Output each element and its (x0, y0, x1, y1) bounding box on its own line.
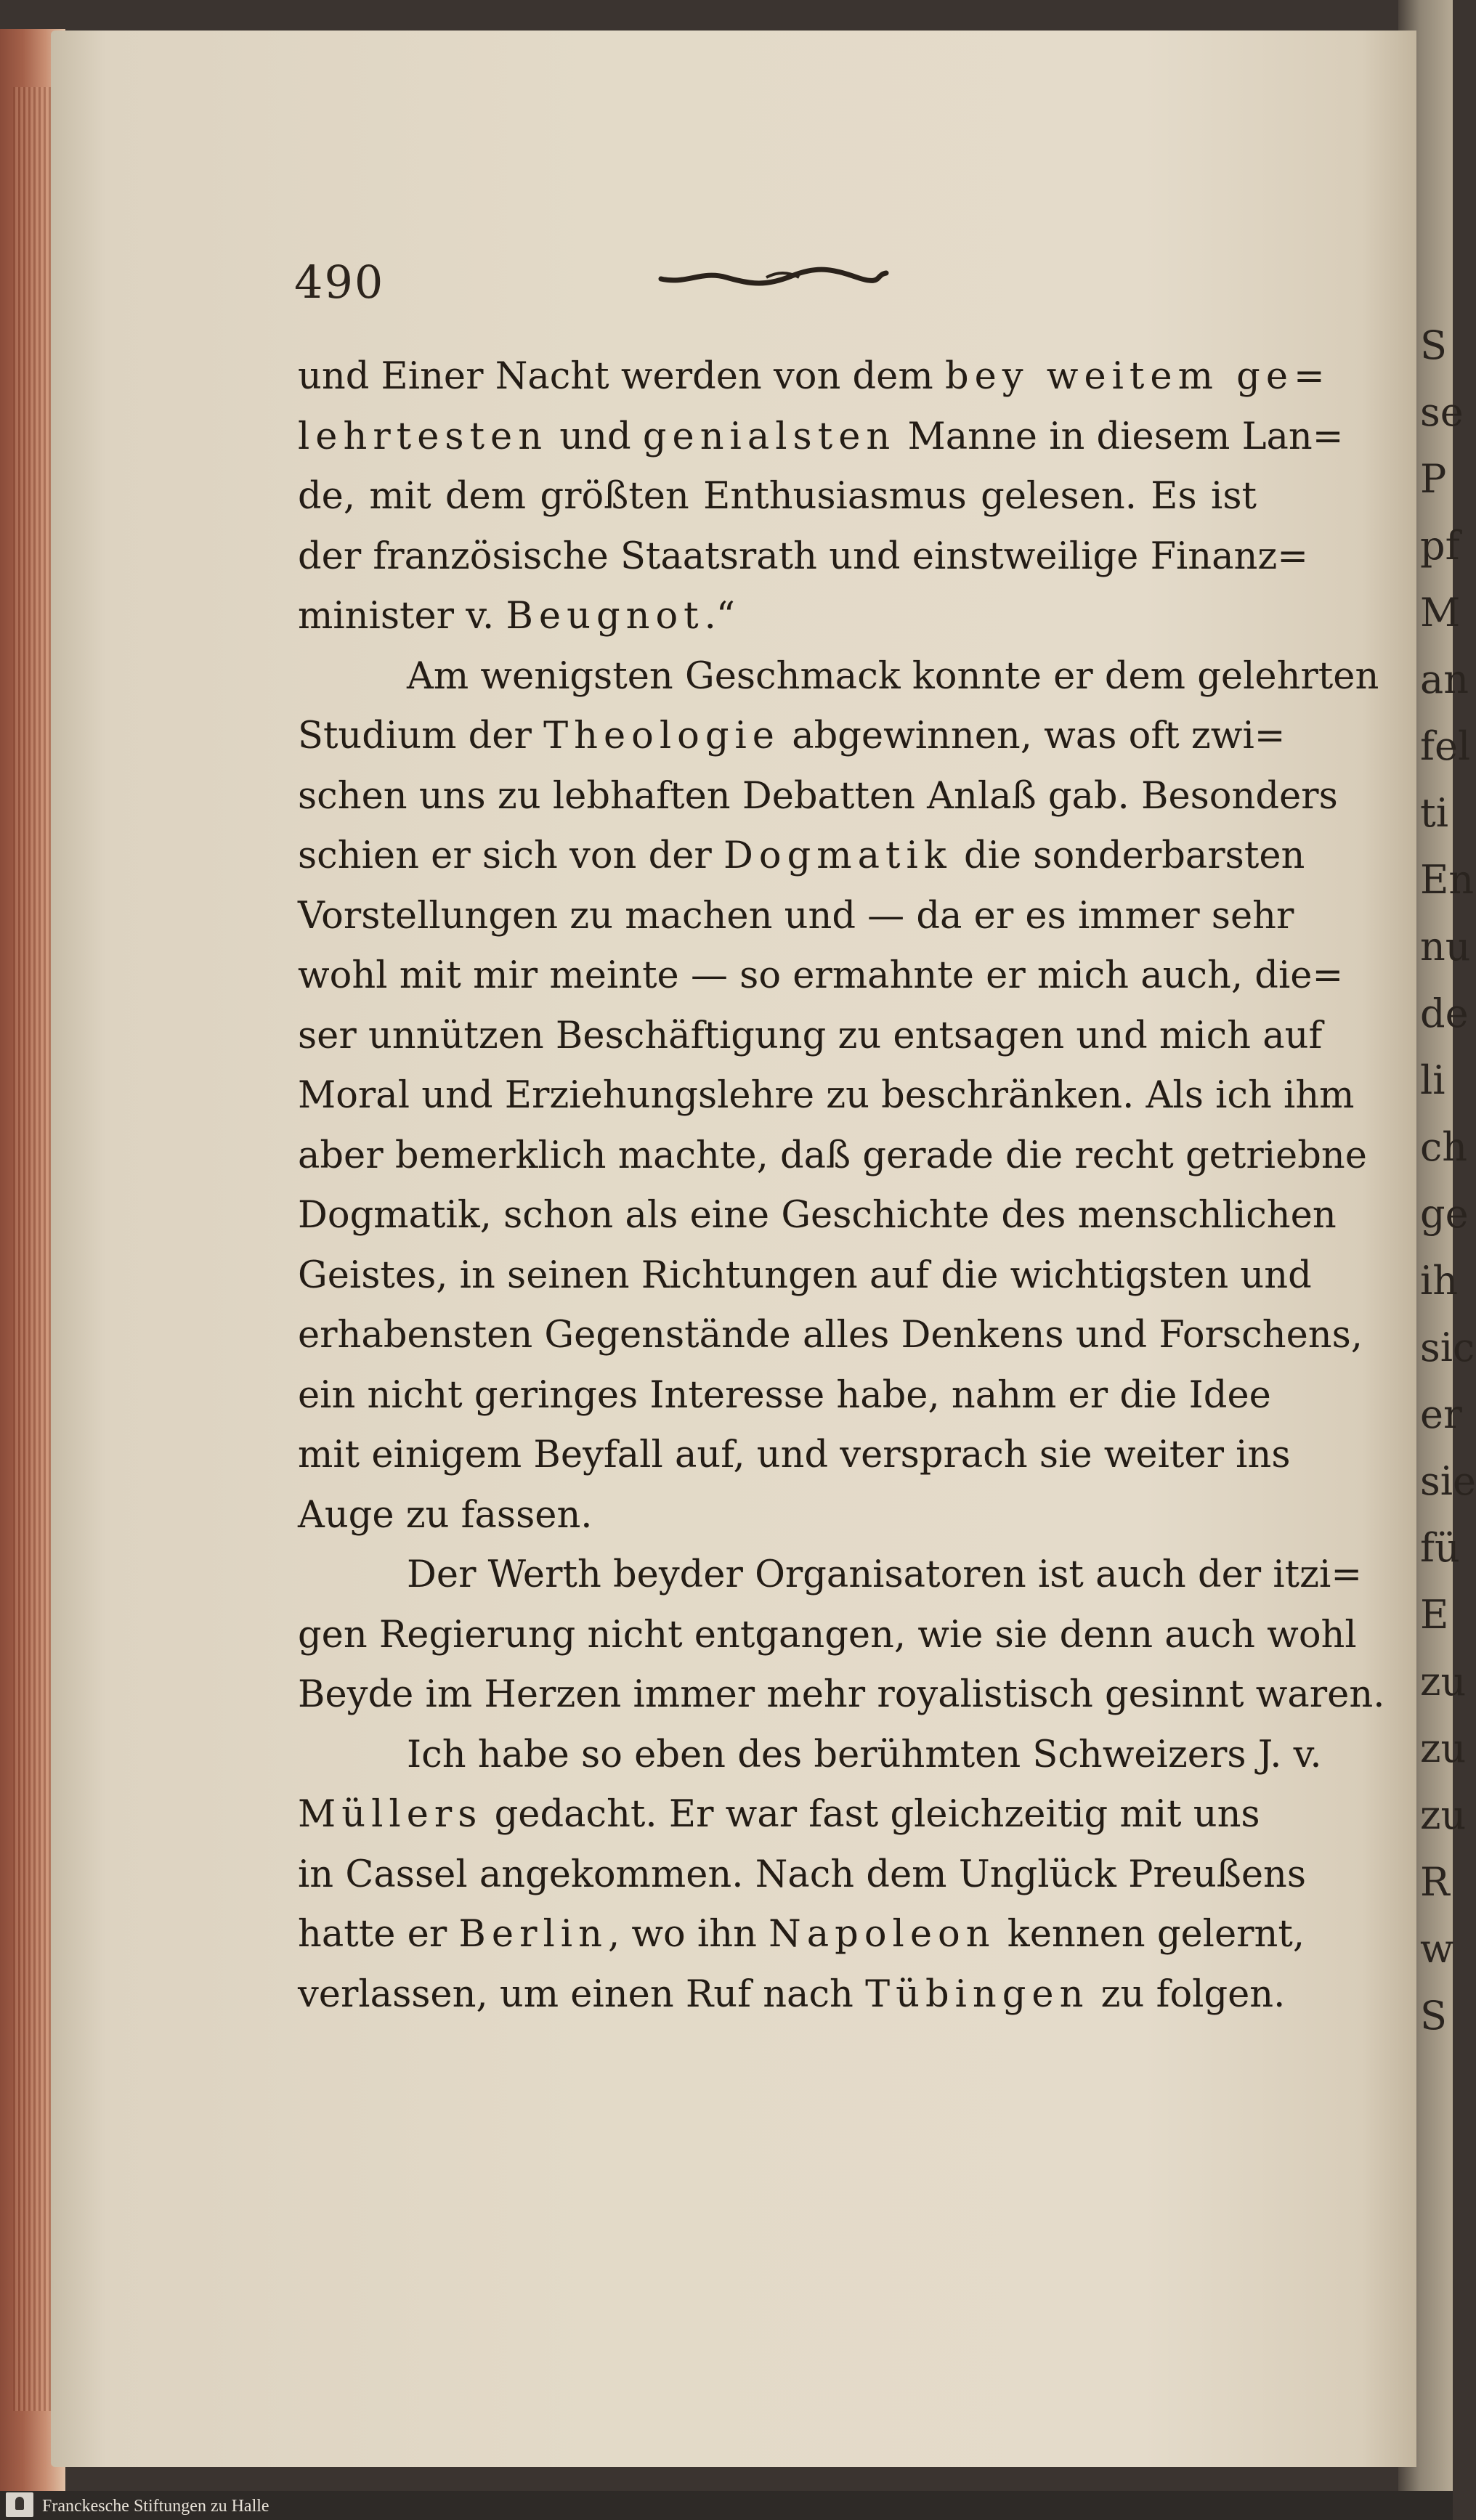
text-run: , wo ihn (607, 1913, 769, 1956)
adjacent-fragment: En (1420, 857, 1475, 903)
text-line (298, 527, 1308, 588)
text-run: Manne in diesem Lan= (896, 415, 1344, 458)
text-line (298, 1785, 1260, 1845)
text-run: ser unnützen Beschäftigung zu entsagen und mich auf (298, 1014, 1323, 1057)
adjacent-fragment: fü (1420, 1525, 1460, 1571)
adjacent-fragment: zu (1420, 1659, 1467, 1704)
text-run: und (548, 415, 643, 458)
adjacent-fragment: pf (1420, 523, 1460, 569)
adjacent-fragment: de (1420, 991, 1469, 1036)
body-text (298, 347, 1385, 2025)
adjacent-fragment: nu (1420, 924, 1471, 970)
text-run: Ich habe so eben des berühmten Schweizers J. v. (407, 1733, 1322, 1776)
adjacent-fragment: an (1420, 657, 1469, 702)
text-run: schien er sich von der (298, 834, 724, 877)
adjacent-fragment: li (1420, 1057, 1445, 1103)
text-run: in Cassel angekommen. Nach dem Unglück Preußens (298, 1853, 1307, 1896)
text-run: der französische Staatsrath und einstweilige Finanz= (298, 535, 1308, 578)
text-line (298, 1426, 1291, 1486)
text-run: minister v. (298, 595, 506, 638)
text-line (298, 467, 1257, 527)
adjacent-fragment: sie (1420, 1458, 1476, 1504)
spaced-emphasis: Berlin (458, 1913, 608, 1956)
adjacent-fragment: fel (1420, 723, 1471, 769)
adjacent-fragment: E (1420, 1592, 1449, 1638)
text-line (298, 1545, 1363, 1606)
adjacent-fragment: ch (1420, 1124, 1468, 1170)
spaced-emphasis: Theologie (543, 715, 780, 757)
text-run: erhabensten Gegenstände alles Denkens und Forschens, (298, 1314, 1363, 1357)
adjacent-page-fragments (1420, 312, 1476, 2039)
spaced-emphasis: Tübingen (865, 1972, 1090, 2016)
text-line (298, 587, 1257, 647)
text-run: Studium der (298, 715, 544, 757)
text-run: verlassen, um einen Ruf nach (298, 1972, 866, 2016)
text-run: ein nicht geringes Interesse habe, nahm er die Idee (298, 1373, 1271, 1417)
text-line (298, 1126, 1367, 1187)
text-run: mit einigem Beyfall auf, und versprach sie weiter ins (298, 1434, 1291, 1476)
adjacent-fragment: S (1420, 1993, 1447, 2039)
spaced-emphasis: Müllers (298, 1793, 483, 1836)
text-line (298, 1306, 1363, 1366)
text-line (298, 347, 1331, 407)
text-run: zu folgen. (1089, 1972, 1286, 2016)
text-line (298, 1665, 1385, 1726)
text-line (298, 1726, 1322, 1786)
adjacent-fragment: zu (1420, 1792, 1467, 1838)
text-line (298, 1066, 1355, 1126)
text-run: wohl mit mir meinte — so ermahnte er mich auch, die= (298, 954, 1344, 997)
text-line (298, 1845, 1307, 1906)
text-run: gen Regierung nicht entgangen, wie sie denn auch wohl (298, 1613, 1357, 1657)
text-run: Geistes, in seinen Richtungen auf die wichtigsten und (298, 1253, 1312, 1297)
adjacent-fragment: ge (1420, 1191, 1469, 1237)
adjacent-fragment: ti (1420, 790, 1448, 836)
adjacent-fragment: w (1420, 1926, 1454, 1972)
text-run: Beyde im Herzen immer mehr royalistisch gesinnt waren. (298, 1673, 1385, 1716)
text-run: Der Werth beyder Organisatoren ist auch der itzi= (407, 1553, 1363, 1596)
adjacent-fragment: S (1420, 322, 1447, 368)
footer-credit: Franckesche Stiftungen zu Halle (42, 2497, 269, 2516)
text-line (298, 887, 1294, 947)
text-line (298, 826, 1305, 887)
text-line (298, 767, 1338, 827)
text-line (298, 407, 1344, 468)
adjacent-fragment: zu (1420, 1726, 1467, 1771)
adjacent-fragment: se (1420, 389, 1464, 435)
adjacent-fragment: ih (1420, 1258, 1459, 1304)
text-line (298, 1007, 1323, 1067)
text-run: gedacht. Er war fast gleichzeitig mit uns (482, 1793, 1260, 1836)
adjacent-fragment: P (1420, 456, 1447, 502)
text-run: Auge zu fassen. (298, 1493, 593, 1537)
text-run: und Einer Nacht werden von dem (298, 355, 945, 398)
text-run: hatte er (298, 1913, 459, 1956)
text-line (298, 1486, 1257, 1546)
text-run: schen uns zu lebhaften Debatten Anlaß gab. Besonders (298, 774, 1338, 818)
text-run: Am wenigsten Geschmack konnte er dem gelehrten (407, 654, 1379, 698)
spaced-emphasis: lehrtesten (298, 415, 548, 458)
text-run: kennen gelernt, (995, 1913, 1305, 1956)
text-run: .“ (704, 595, 735, 638)
book-page-edges (13, 87, 53, 2411)
text-run: de, mit dem größten Enthusiasmus gelesen. Es ist (298, 475, 1257, 518)
adjacent-fragment: er (1420, 1391, 1462, 1437)
text-run: abgewinnen, was oft zwi= (779, 715, 1286, 757)
spaced-emphasis: genialsten (642, 415, 896, 458)
text-run: die sonderbarsten (952, 834, 1305, 877)
spaced-emphasis: Beugnot (506, 595, 705, 638)
text-line (298, 1366, 1271, 1426)
spaced-emphasis: bey weitem ge= (944, 355, 1331, 398)
adjacent-fragment: M (1420, 590, 1461, 635)
text-line (298, 1965, 1286, 2025)
text-run: aber bemerklich machte, daß gerade die recht getriebne (298, 1134, 1367, 1177)
adjacent-fragment: sic (1420, 1325, 1475, 1370)
text-line (298, 1905, 1305, 1965)
institution-logo-icon[interactable] (6, 2492, 33, 2517)
text-run: Moral und Erziehungslehre zu beschränken. Als ich ihm (298, 1074, 1355, 1117)
text-line (298, 1186, 1337, 1246)
page-number: 490 (294, 256, 385, 309)
adjacent-fragment: R (1420, 1859, 1450, 1905)
text-line (298, 946, 1344, 1007)
text-line (298, 647, 1379, 707)
text-line (298, 1606, 1357, 1666)
spaced-emphasis: Dogmatik (723, 834, 952, 877)
text-run: Dogmatik, schon als eine Geschichte des menschlichen (298, 1194, 1337, 1237)
text-run: Vorstellungen zu machen und — da er es immer sehr (298, 894, 1294, 938)
text-line (298, 707, 1286, 767)
ornament-icon (657, 263, 890, 292)
text-line (298, 1246, 1312, 1306)
spaced-emphasis: Napoleon (769, 1913, 996, 1956)
